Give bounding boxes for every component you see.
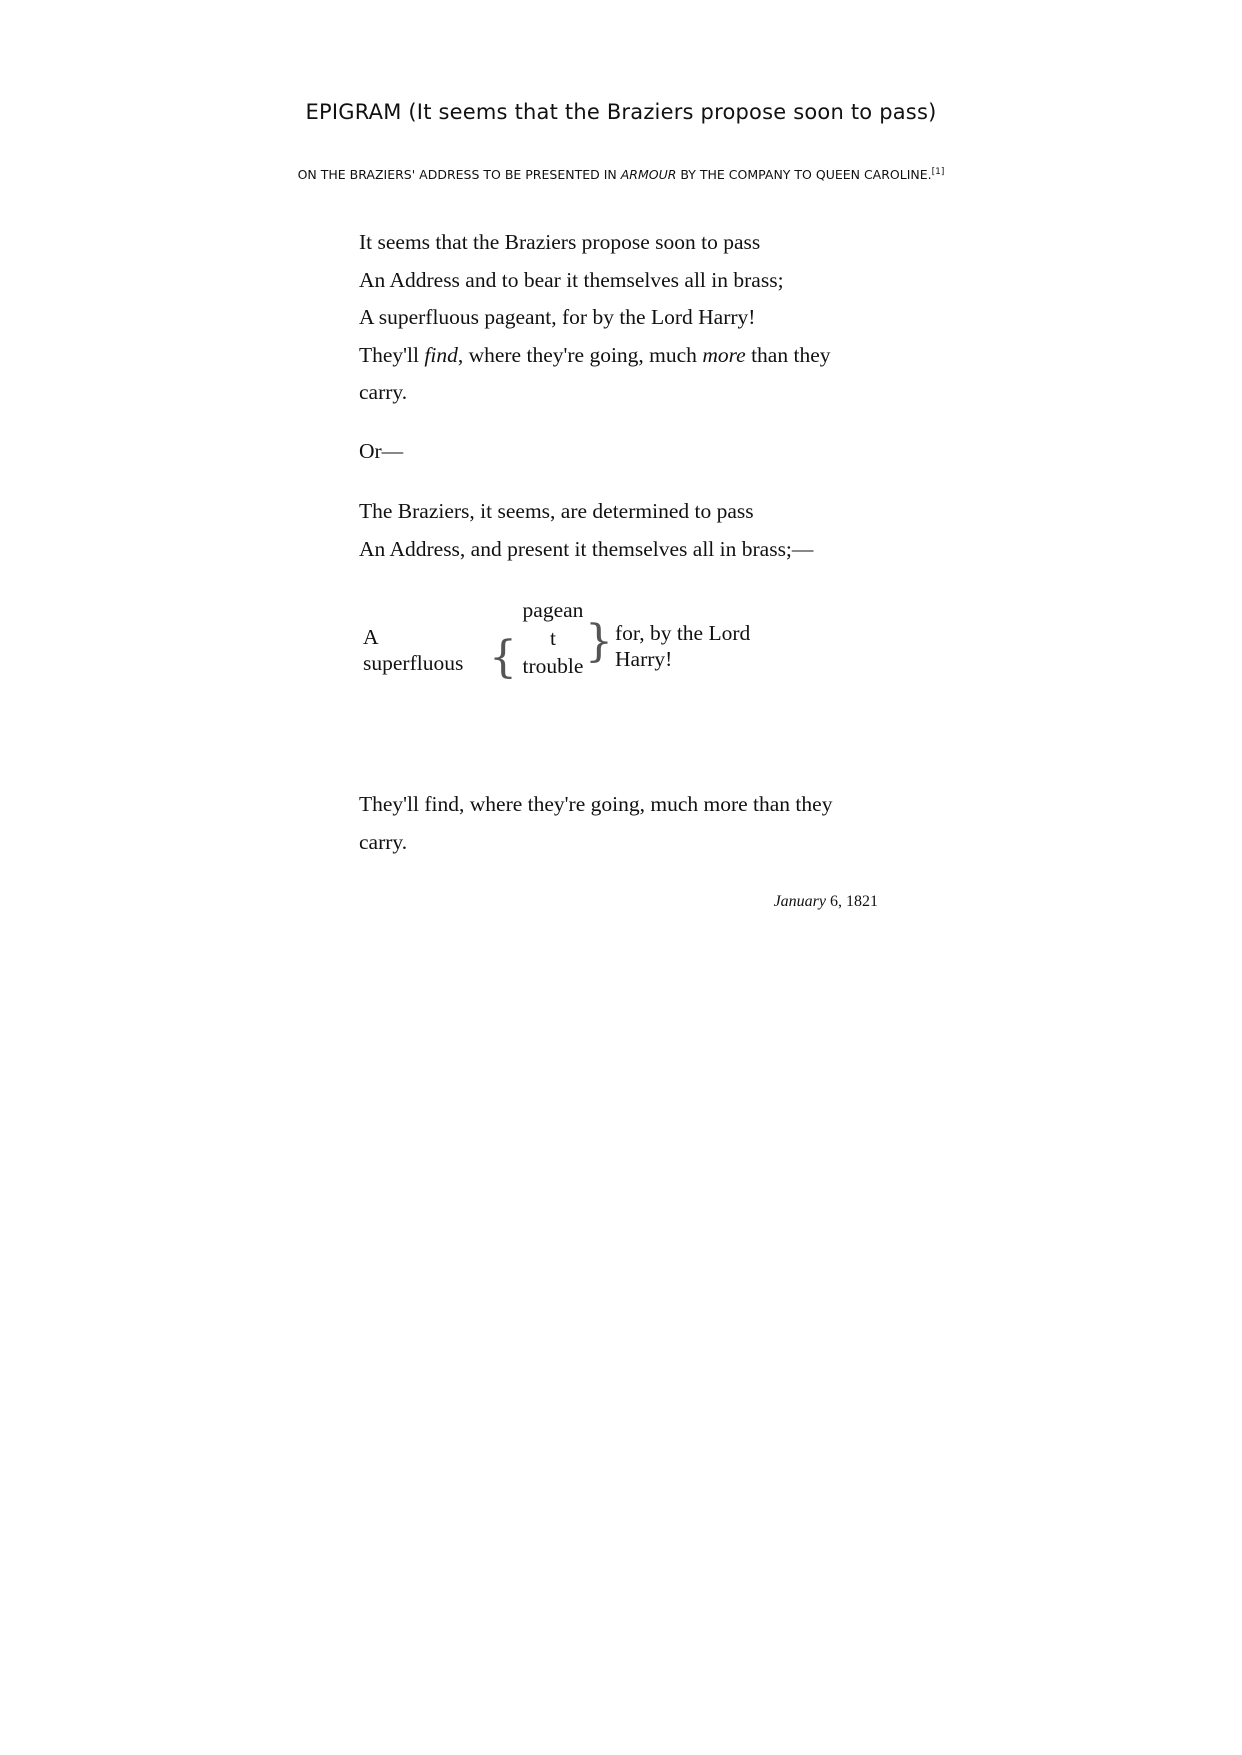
brace-left-cell: [363, 624, 463, 676]
close-brace-icon: }: [585, 616, 613, 667]
poem-line: A superfluous pageant, for by the Lord Harry!: [359, 305, 756, 329]
poem-line: The Braziers, it seems, are determined to pass: [359, 499, 754, 523]
brace-left-line: superfluous: [363, 651, 464, 675]
page-title: EPIGRAM (It seems that the Braziers propose soon to pass): [305, 100, 937, 124]
poem-line: [359, 337, 899, 375]
brace-option: t: [550, 626, 556, 650]
poem-line: It seems that the Braziers propose soon to pass: [359, 230, 761, 254]
stanza-3: [359, 786, 899, 861]
brace-option: pagean: [522, 598, 584, 622]
line-text: than they: [745, 342, 831, 367]
brace-option: trouble: [522, 654, 584, 678]
brace-right-cell: [615, 620, 750, 672]
subtitle-italic: ARMOUR: [620, 167, 677, 182]
date-month: January: [773, 893, 826, 910]
subtitle-text-after: BY THE COMPANY TO QUEEN CAROLINE.: [676, 167, 932, 182]
footnote-link[interactable]: [1]: [931, 166, 945, 177]
brace-right-line: for, by the Lord: [615, 621, 751, 645]
poem-line: carry.: [359, 829, 408, 854]
stanza-2: [359, 493, 899, 568]
italic-word: more: [702, 342, 746, 367]
or-separator: [359, 433, 899, 471]
brace-options-cell: [513, 596, 593, 680]
open-brace-icon: {: [489, 632, 517, 683]
poem-line: carry.: [359, 380, 408, 404]
italic-word: find: [424, 342, 458, 367]
brace-left-line: A: [363, 625, 379, 649]
poem-line: An Address, and present it themselves all in brass;—: [359, 536, 814, 561]
poem-line: Or—: [359, 439, 404, 463]
line-text: , where they're going, much: [457, 342, 703, 367]
date-rest: 6, 1821: [826, 893, 878, 910]
stanza-1: [359, 224, 899, 412]
subtitle: [0, 167, 1242, 182]
poem-line: They'll find, where they're going, much more than they: [359, 792, 833, 816]
line-text: They'll: [359, 342, 425, 367]
poem-date: [600, 893, 878, 911]
subtitle-text-before: ON THE BRAZIERS' ADDRESS TO BE PRESENTED IN: [297, 167, 621, 182]
poem-line: An Address and to bear it themselves all in brass;: [359, 267, 784, 292]
brace-right-line: Harry!: [615, 647, 673, 671]
